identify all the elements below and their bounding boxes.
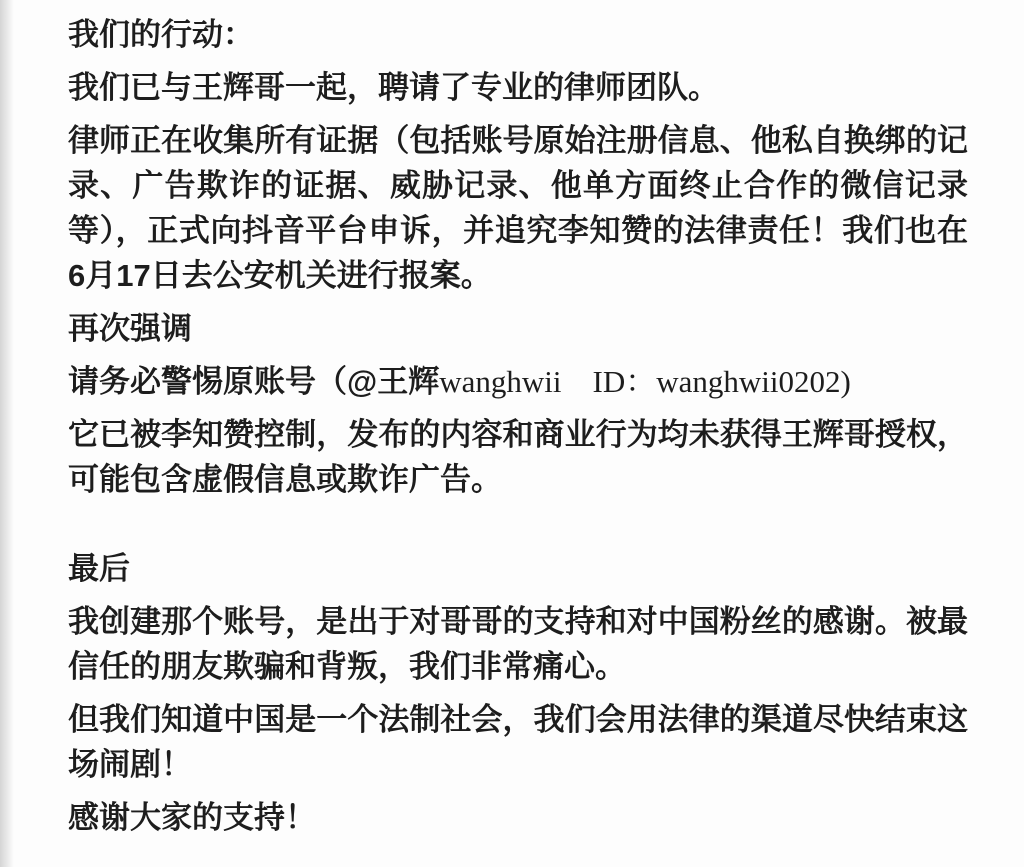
paragraph-account-controlled: 它已被李知赞控制，发布的内容和商业行为均未获得王辉哥授权，可能包含虚假信息或欺诈广告。	[68, 417, 968, 497]
paragraph-final-heading: 最后	[68, 551, 130, 586]
paragraph-legal-society: 但我们知道中国是一个法制社会，我们会用法律的渠道尽快结束这场闹剧！	[68, 702, 968, 782]
paragraph-action-heading: 我们的行动：	[68, 17, 254, 52]
paragraph-evidence-and-report: 律师正在收集所有证据（包括账号原始注册信息、他私自换绑的记录、广告欺诈的证据、威胁记录、他单方面终止合作的微信记录等），正式向抖音平台申诉，并追究李知赞的法律责任！我们也在6月17日去公安机关进行报案。	[68, 123, 968, 293]
blank-line-spacer	[68, 510, 968, 546]
paragraph-thanks: 感谢大家的支持！	[68, 800, 316, 835]
account-handle-and-id: wanghwii ID：wanghwii0202)	[439, 364, 851, 399]
paragraph-reemphasize-heading: 再次强调	[68, 311, 192, 346]
paragraph-account-warning	[68, 359, 968, 404]
account-warning-prefix: 请务必警惕原账号（@王辉	[68, 364, 440, 399]
paragraph-lawyer-team: 我们已与王辉哥一起，聘请了专业的律师团队。	[68, 70, 719, 105]
paragraph-account-creation-reason: 我创建那个账号，是出于对哥哥的支持和对中国粉丝的感谢。被最信任的朋友欺骗和背叛，我们非常痛心。	[68, 604, 968, 684]
